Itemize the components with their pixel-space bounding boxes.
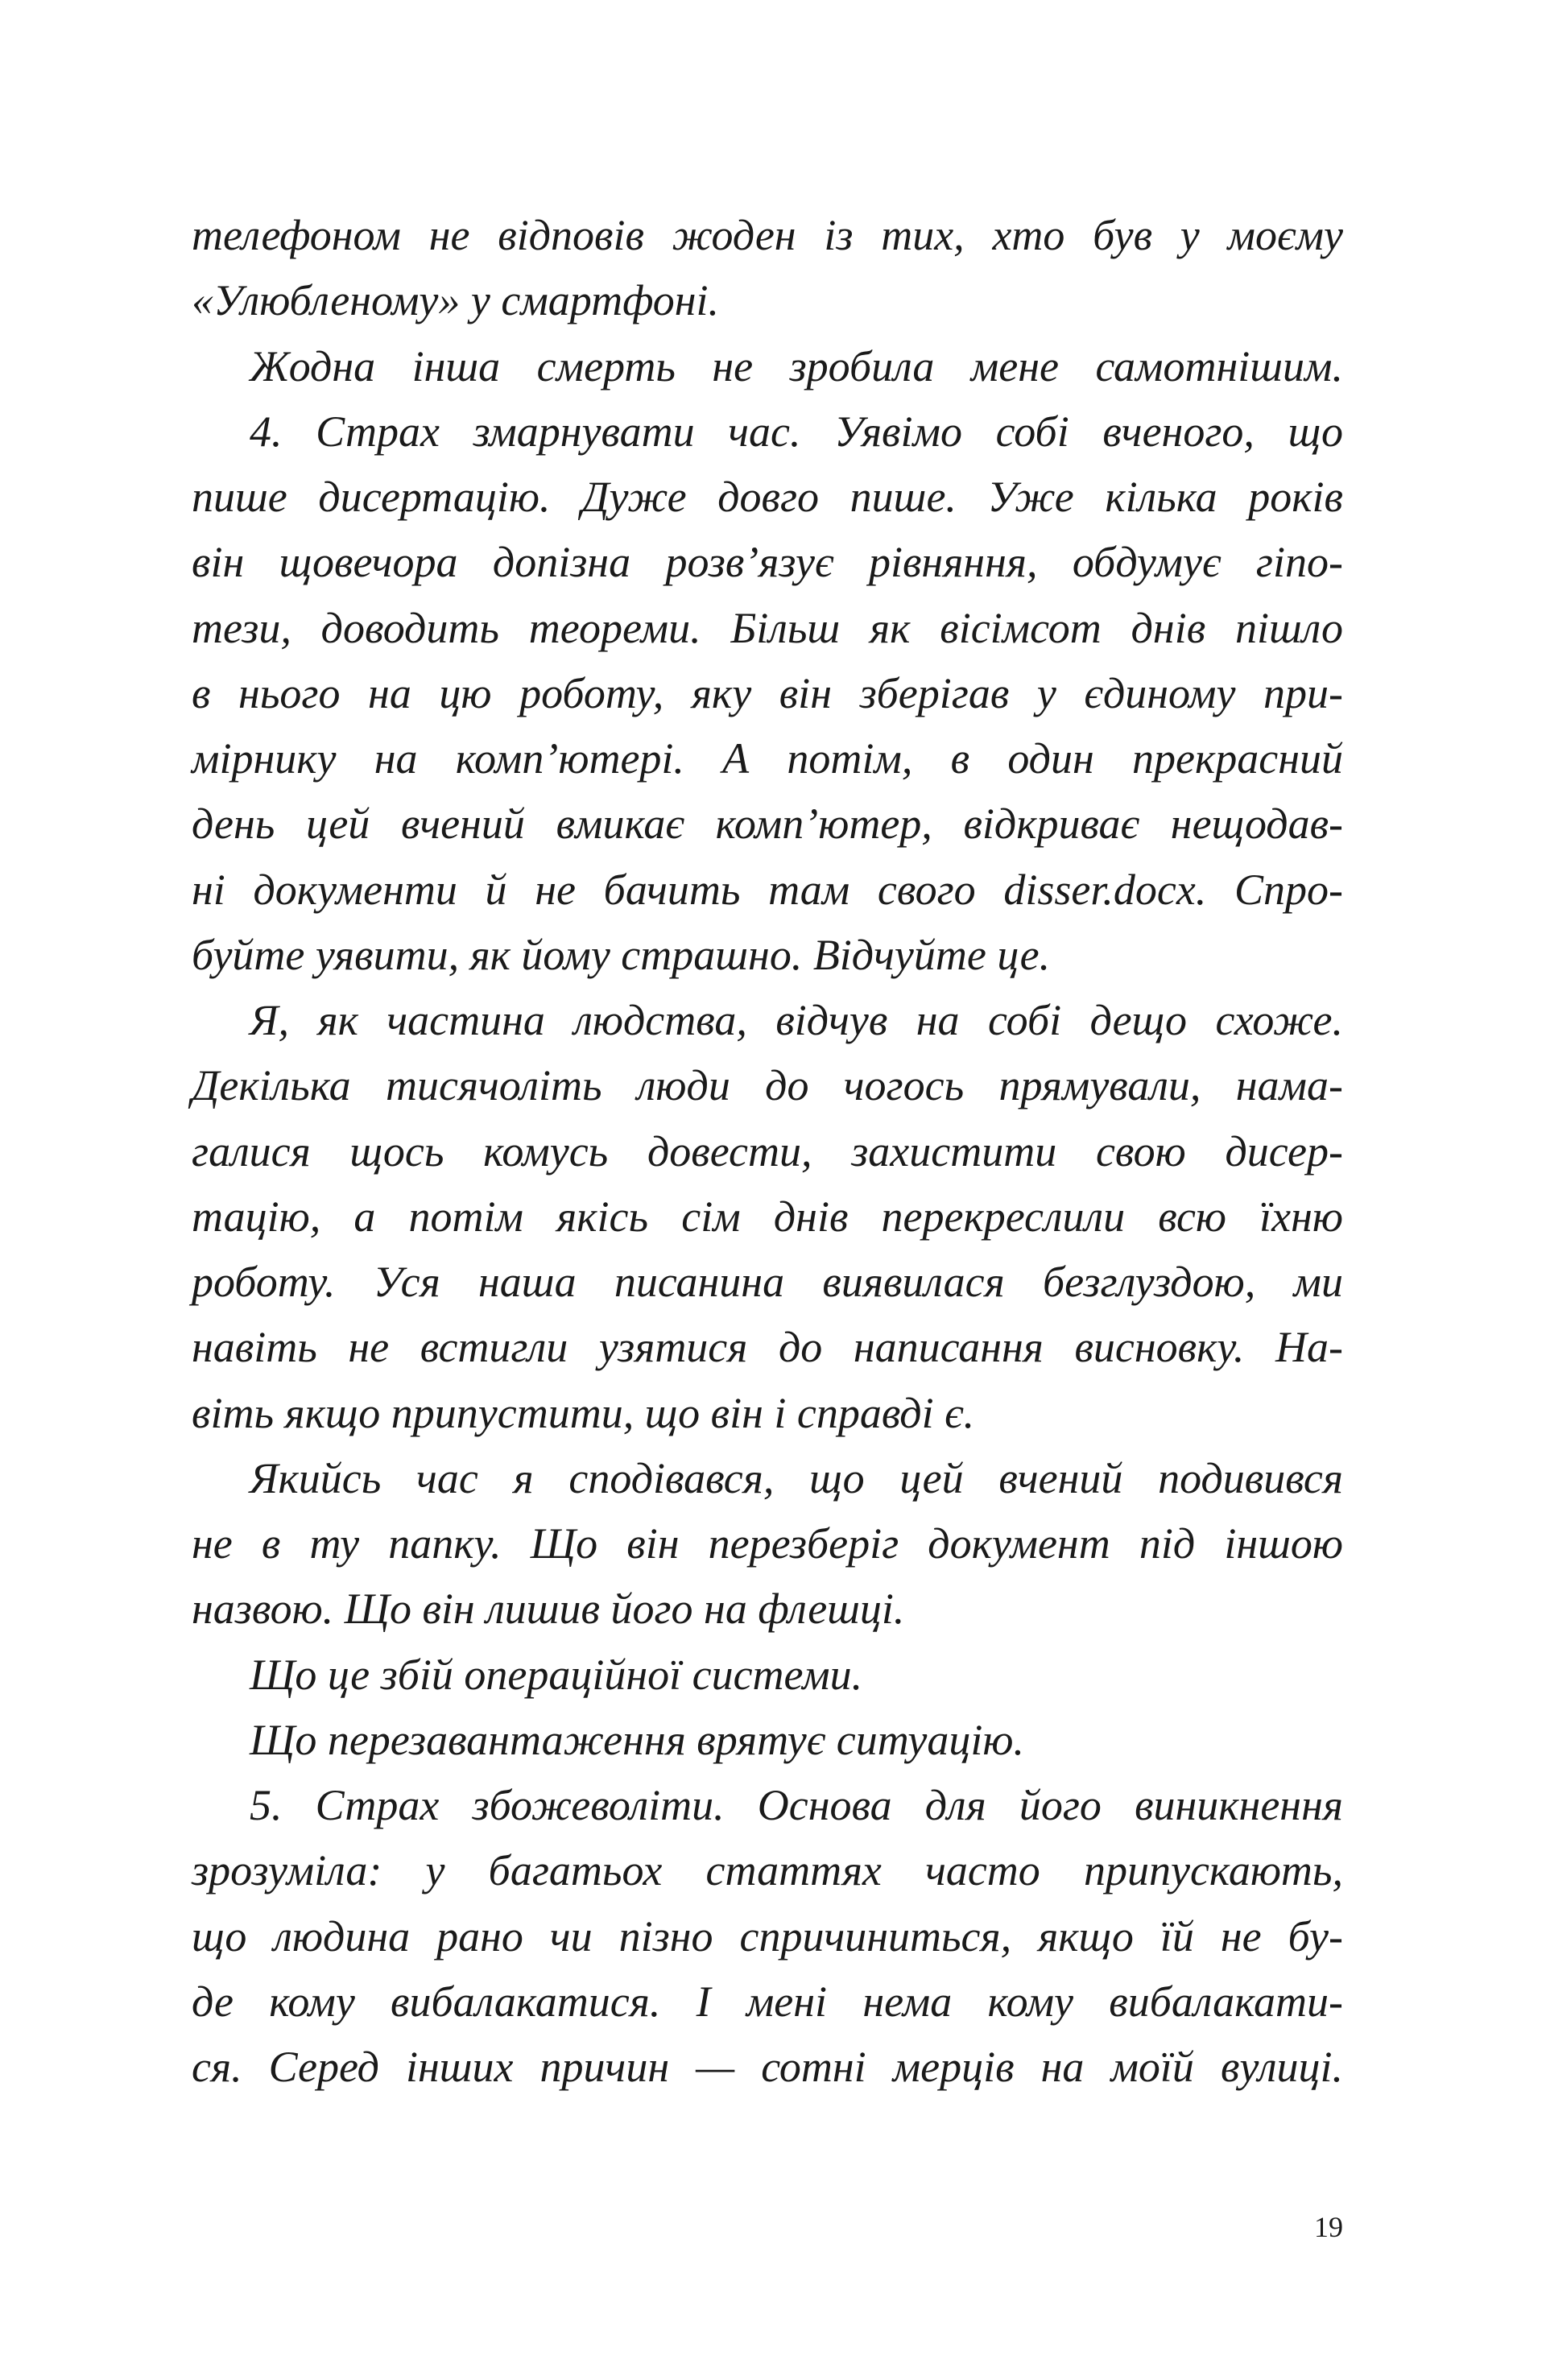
text-line: не в ту папку. Що він перезберіг документ під іншою — [192, 1519, 1343, 1568]
body-text — [192, 203, 1343, 2100]
text-line: «Улюбленому» у смартфоні. — [192, 276, 719, 325]
page-number: 19 — [1314, 2211, 1343, 2243]
text-line: Що це збій операційної системи. — [250, 1650, 863, 1699]
text-line: зрозуміла: у багатьох статтях часто припускають, — [192, 1846, 1343, 1895]
text-line: тези, доводить теореми. Більш як вісімсот днів пішло — [192, 603, 1343, 652]
text-line: роботу. Уся наша писанина виявилася безглуздою, ми — [192, 1258, 1343, 1306]
text-line: 5. Страх збожеволіти. Основа для його виникнення — [250, 1781, 1343, 1829]
text-line: телефоном не відповів жоден із тих, хто був у моєму — [192, 211, 1343, 259]
text-line: пише дисертацію. Дуже довго пише. Уже кілька років — [192, 473, 1343, 521]
text-line: ся. Серед інших причин — сотні мерців на моїй вулиці. — [192, 2043, 1343, 2091]
text-line: 4. Страх змарнувати час. Уявімо собі вченого, що — [250, 407, 1343, 456]
text-line: галися щось комусь довести, захистити свою дисер- — [192, 1126, 1343, 1176]
text-line: Жодна інша смерть не зробила мене самотнішим. — [250, 341, 1343, 390]
text-line: Що перезавантаження врятує ситуацію. — [250, 1715, 1024, 1764]
text-line: Я, як частина людства, відчув на собі дещо схоже. — [250, 996, 1343, 1044]
text-line: Якийсь час я сподівався, що цей вчений подивився — [250, 1453, 1343, 1502]
text-line: ні документи й не бачить там свого disser.docx. Спро- — [192, 865, 1343, 914]
text-line: буйте уявити, як йому страшно. Відчуйте це. — [192, 930, 1051, 979]
text-line: тацію, а потім якісь сім днів перекреслили всю їхню — [192, 1192, 1343, 1241]
text-line: де кому вибалакатися. І мені нема кому вибалакати- — [192, 1977, 1343, 2026]
text-line: він щовечора допізна розв’язує рівняння, обдумує гіпо- — [192, 538, 1343, 587]
text-line: назвою. Що він лишив його на флешці. — [192, 1585, 905, 1634]
text-line: мірнику на комп’ютері. А потім, в один прекрасний — [192, 734, 1343, 783]
text-line: навіть не встигли узятися до написання висновку. На- — [192, 1323, 1343, 1372]
text-line: Декілька тисячоліть люди до чогось прямували, нама- — [192, 1061, 1343, 1110]
text-line: що людина рано чи пізно спричиниться, якщо їй не бу- — [192, 1911, 1343, 1961]
text-line: день цей вчений вмикає комп’ютер, відкриває нещодав- — [192, 800, 1343, 849]
text-line: віть якщо припустити, що він і справді є. — [192, 1388, 975, 1437]
text-line: в нього на цю роботу, яку він зберігав у єдиному при- — [192, 668, 1343, 717]
